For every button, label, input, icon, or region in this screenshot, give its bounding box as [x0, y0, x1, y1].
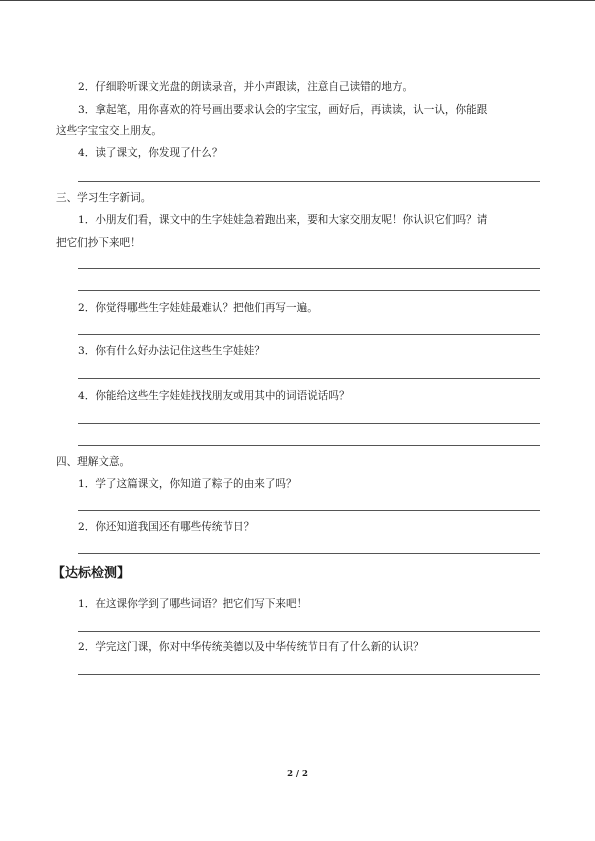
assessment-question-1: 1．在这课你学到了哪些词语？把它们写下来吧！ — [78, 598, 308, 610]
section-4-heading: 四、理解文意。 — [56, 456, 131, 468]
answer-line[interactable] — [78, 553, 540, 554]
answer-line[interactable] — [78, 510, 540, 511]
section-3-question-1-line-2: 把它们抄下来吧！ — [56, 237, 141, 249]
answer-line[interactable] — [78, 290, 540, 291]
question-4-discover: 4．读了课文，你发现了什么？ — [78, 147, 223, 159]
section-3-question-1-line-1: 1．小朋友们看，课文中的生字娃娃急着跑出来，要和大家交朋友呢！你认识它们吗？请 — [78, 214, 488, 226]
answer-line[interactable] — [78, 423, 540, 424]
answer-line[interactable] — [78, 378, 540, 379]
section-4-question-1: 1．学了这篇课文，你知道了粽子的由来了吗？ — [78, 478, 297, 490]
question-3-line-2: 这些字宝宝交上朋友。 — [56, 125, 162, 137]
assessment-heading: 【达标检测】 — [52, 566, 131, 581]
question-3-line-1: 3．拿起笔，用你喜欢的符号画出要求认会的字宝宝，画好后，再读读，认一认，你能跟 — [78, 104, 488, 116]
section-3-question-2: 2．你觉得哪些生字娃娃最难认？把他们再写一遍。 — [78, 302, 318, 314]
answer-line[interactable] — [78, 181, 540, 182]
section-4-question-2: 2．你还知道我国还有哪些传统节日？ — [78, 521, 255, 533]
section-3-question-3: 3．你有什么好办法记住这些生字娃娃？ — [78, 345, 265, 357]
page-number: 2 / 2 — [287, 769, 308, 779]
assessment-question-2: 2．学完这门课，你对中华传统美德以及中华传统节日有了什么新的认识？ — [78, 641, 424, 653]
answer-line[interactable] — [78, 268, 540, 269]
section-3-question-4: 4．你能给这些生字娃娃找找朋友或用其中的词语说话吗？ — [78, 390, 350, 402]
answer-line[interactable] — [78, 631, 540, 632]
question-2-listen: 2．仔细聆听课文光盘的朗读录音，并小声跟读，注意自己读错的地方。 — [78, 81, 414, 93]
section-3-heading: 三、学习生字新词。 — [56, 192, 152, 204]
answer-line[interactable] — [78, 674, 540, 675]
answer-line[interactable] — [78, 334, 540, 335]
answer-line[interactable] — [78, 445, 540, 446]
